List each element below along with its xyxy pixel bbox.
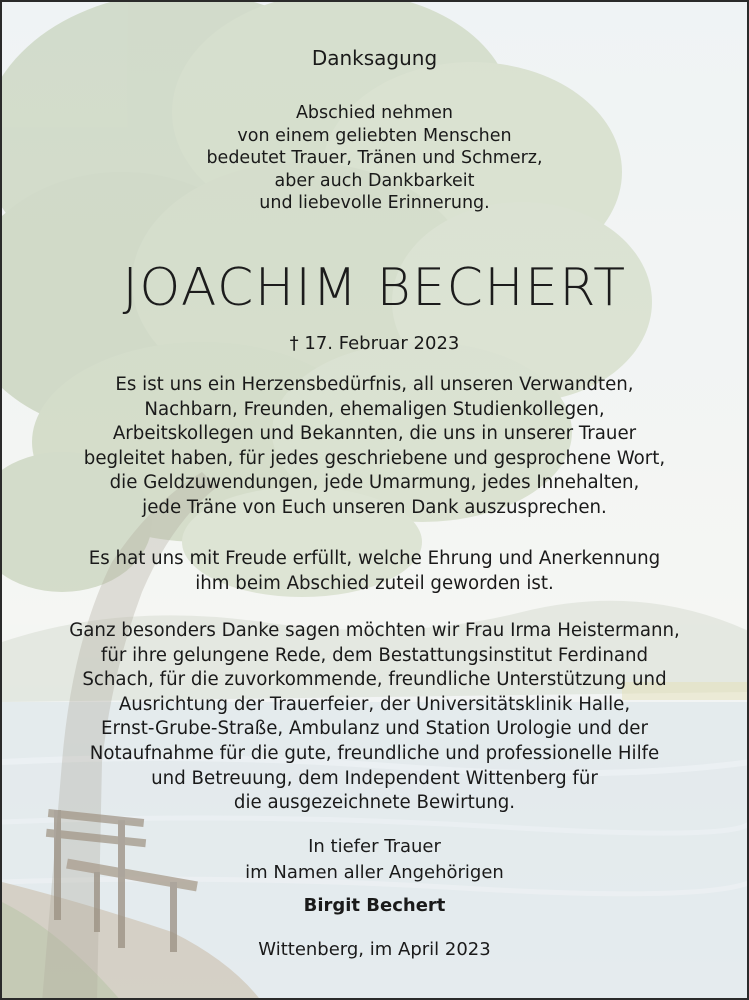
- paragraph-line: Notaufnahme für die gute, freundliche und professionelle Hilfe: [89, 742, 660, 764]
- paragraph-line: Ausrichtung der Trauerfeier, der Universitätsklinik Halle,: [118, 693, 631, 715]
- paragraph-line: jede Träne von Euch unseren Dank auszusprechen.: [142, 496, 607, 518]
- notice-heading: Danksagung: [311, 46, 438, 70]
- closing-line: In tiefer Trauer: [308, 836, 441, 857]
- paragraph-line: Nachbarn, Freunden, ehemaligen Studienkollegen,: [144, 398, 605, 420]
- closing-lines: [2, 834, 747, 886]
- thanks-paragraph-3: [2, 619, 747, 816]
- paragraph-line: Schach, für die zuvorkommende, freundliche Unterstützung und: [82, 669, 667, 691]
- paragraph-line: Ganz besonders Danke sagen möchten wir Frau Irma Heistermann,: [69, 620, 680, 641]
- paragraph-line: begleitet haben, für jedes geschriebene und gesprochene Wort,: [83, 447, 666, 469]
- quote-line: bedeutet Trauer, Tränen und Schmerz,: [206, 148, 543, 168]
- paragraph-line: Es hat uns mit Freude erfüllt, welche Ehrung und Anerkennung: [88, 548, 661, 569]
- quote-line: Abschied nehmen: [295, 103, 454, 123]
- quote-line: aber auch Dankbarkeit: [274, 170, 475, 191]
- notice-text: [2, 2, 747, 998]
- paragraph-line: Ernst-Grube-Straße, Ambulanz und Station Urologie und der: [101, 718, 648, 740]
- deceased-name: JOACHIM BECHERT: [122, 258, 627, 318]
- thanks-paragraph-1: [2, 373, 747, 521]
- paragraph-line: Arbeitskollegen und Bekannten, die uns in unserer Trauer: [112, 423, 637, 445]
- quote-line: von einem geliebten Menschen: [237, 125, 512, 146]
- paragraph-line: die ausgezeichnete Bewirtung.: [233, 792, 516, 814]
- paragraph-line: die Geldzuwendungen, jede Umarmung, jedes Innehalten,: [109, 472, 640, 494]
- memorial-quote: [2, 102, 747, 215]
- quote-line: und liebevolle Erinnerung.: [259, 193, 490, 213]
- signer-name: Birgit Bechert: [303, 895, 446, 916]
- thanks-paragraph-2: [2, 547, 747, 596]
- paragraph-line: ihm beim Abschied zuteil geworden ist.: [195, 572, 554, 594]
- paragraph-line: Es ist uns ein Herzensbedürfnis, all unseren Verwandten,: [115, 374, 634, 395]
- place-and-date: Wittenberg, im April 2023: [258, 939, 491, 960]
- paragraph-line: und Betreuung, dem Independent Wittenberg für: [151, 767, 598, 789]
- paragraph-line: für ihre gelungene Rede, dem Bestattungsinstitut Ferdinand: [100, 644, 649, 666]
- closing-line: im Namen aller Angehörigen: [245, 862, 504, 883]
- death-date: † 17. Februar 2023: [289, 333, 460, 354]
